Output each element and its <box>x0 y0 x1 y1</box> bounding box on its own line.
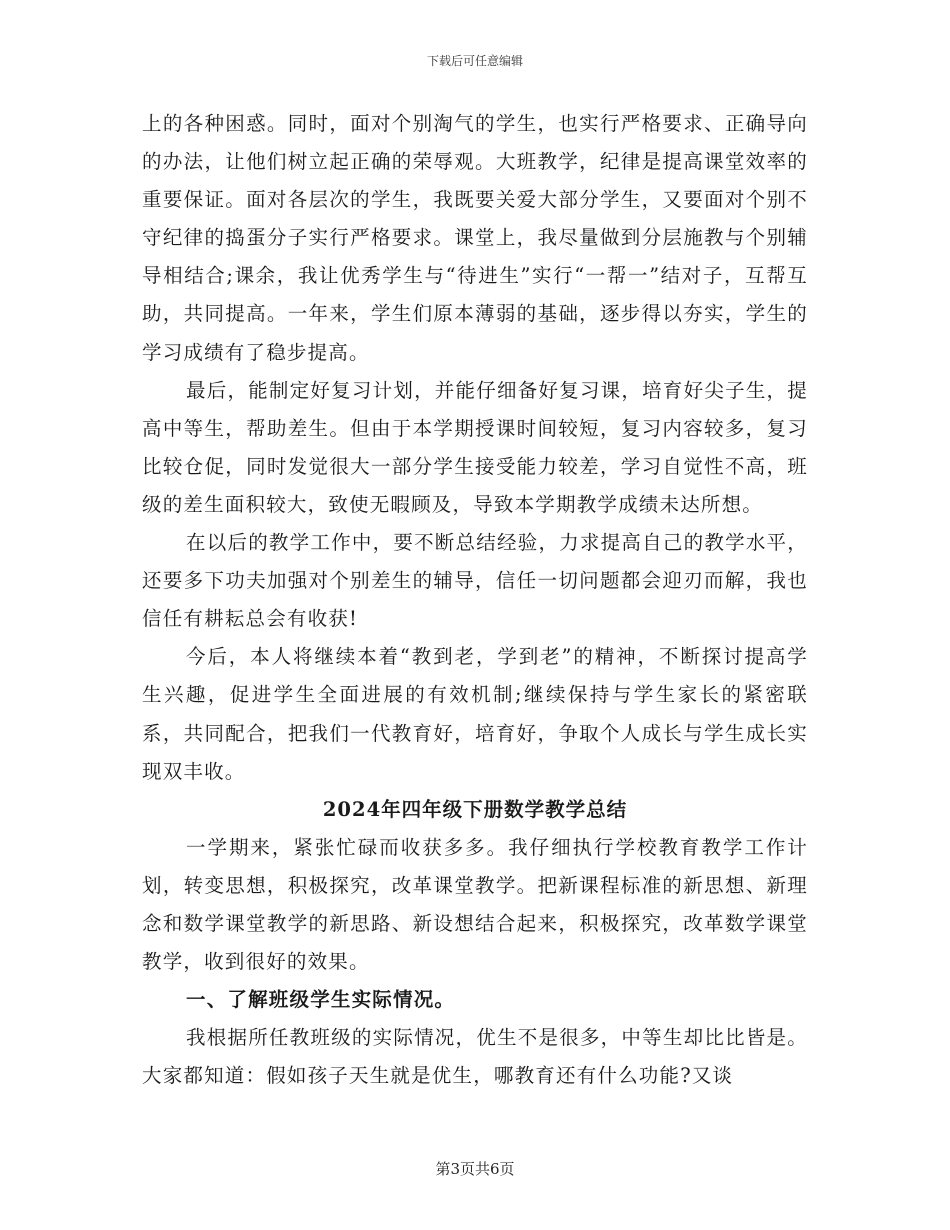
section-title: 2024年四年级下册数学教学总结 <box>322 797 628 821</box>
paragraph-3: 在以后的教学工作中，要不断总结经验，力求提高自己的教学水平，还要多下功夫加强对个别差生的辅导，信任一切问题都会迎刃而解，我也信任有耕耘总会有收获! <box>142 531 808 631</box>
page-header: 下载后可任意编辑 <box>426 54 523 68</box>
paragraph-6: 我根据所任教班级的实际情况，优生不是很多，中等生却比比皆是。大家都知道：假如孩子天生就是优生，哪教育还有什么功能?又谈 <box>142 1026 808 1088</box>
paragraph-2: 最后，能制定好复习计划，并能仔细备好复习课，培育好尖子生，提高中等生，帮助差生。但由于本学期授课时间较短，复习内容较多，复习比较仓促，同时发觉很大一部分学生接受能力较差，学习自觉性不高，班级的差生面积较大，致使无暇顾及，导致本学期教学成绩未达所想。 <box>142 378 808 516</box>
page-footer: 第3页共6页 <box>435 1160 515 1178</box>
document-body <box>142 105 808 1095</box>
subheading-1: 一、了解班级学生实际情况。 <box>186 988 456 1012</box>
paragraph-4: 今后，本人将继续本着“教到老，学到老”的精神，不断探讨提高学生兴趣，促进学生全面进展的有效机制;继续保持与学生家长的紧密联系，共同配合，把我们一代教育好，培育好，争取个人成长与学生成长实现双丰收。 <box>142 645 808 783</box>
paragraph-5: 一学期来，紧张忙碌而收获多多。我仔细执行学校教育教学工作计划，转变思想，积极探究，改革课堂教学。把新课程标准的新思想、新理念和数学课堂教学的新思路、新设想结合起来，积极探究，改革数学课堂教学，收到很好的效果。 <box>142 835 808 974</box>
paragraph-1: 上的各种困惑。同时，面对个别淘气的学生，也实行严格要求、正确导向的办法，让他们树立起正确的荣辱观。大班教学，纪律是提高课堂效率的重要保证。面对各层次的学生，我既要关爱大部分学生，又要面对个别不守纪律的捣蛋分子实行严格要求。课堂上，我尽量做到分层施教与个别辅导相结合;课余，我让优秀学生与“待进生”实行“一帮一”结对子，互帮互助，共同提高。一年来，学生们原本薄弱的基础，逐步得以夯实，学生的学习成绩有了稳步提高。 <box>142 112 808 364</box>
